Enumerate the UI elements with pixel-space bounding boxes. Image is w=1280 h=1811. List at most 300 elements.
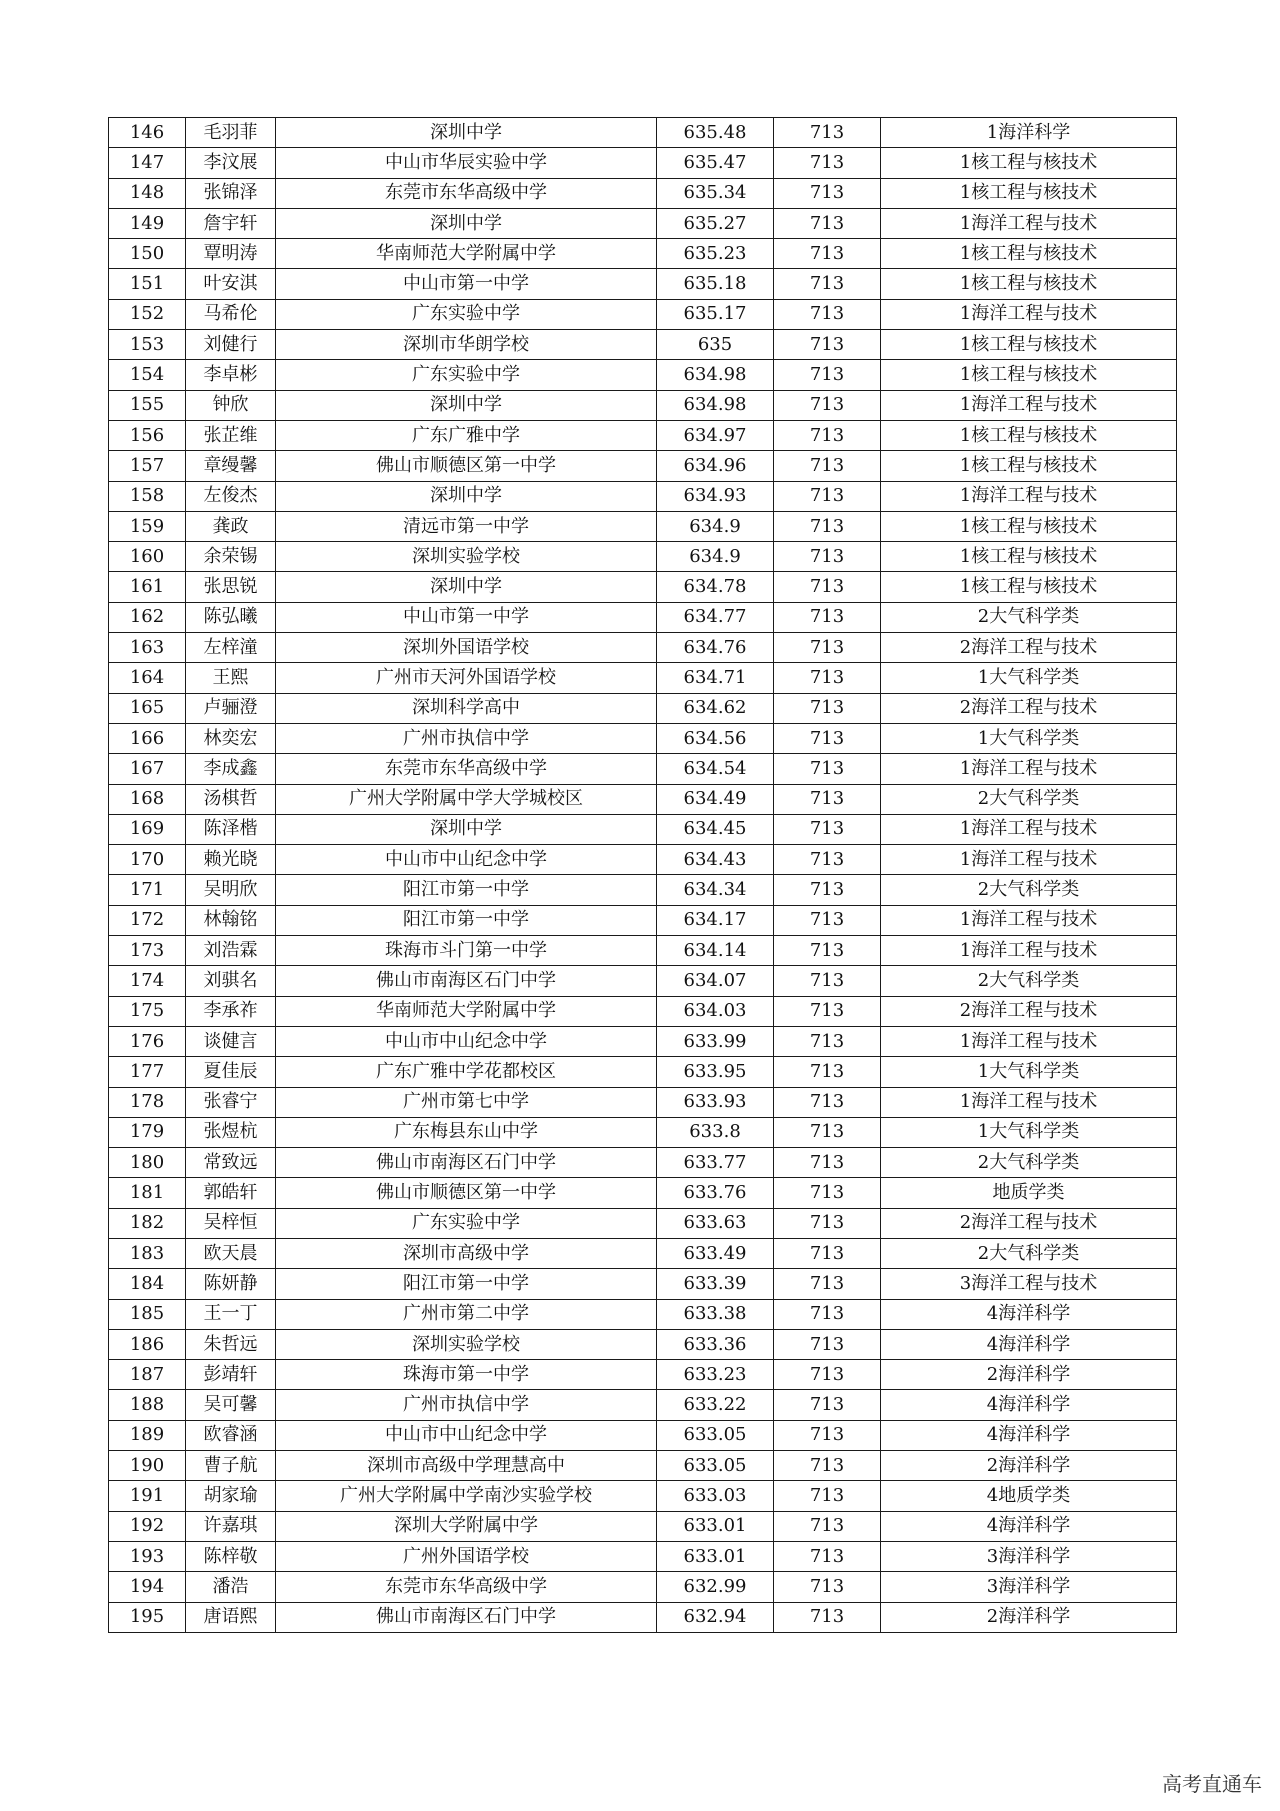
code-cell: 713 bbox=[774, 754, 881, 784]
rank-cell: 157 bbox=[109, 451, 186, 481]
table-row bbox=[109, 814, 1177, 844]
score-cell: 635.18 bbox=[657, 269, 774, 299]
school-cell: 深圳中学 bbox=[276, 118, 657, 148]
score-cell: 634.98 bbox=[657, 360, 774, 390]
score-cell: 635.23 bbox=[657, 239, 774, 269]
school-cell: 东莞市东华高级中学 bbox=[276, 178, 657, 208]
major-cell: 2海洋工程与技术 bbox=[881, 693, 1177, 723]
score-cell: 633.05 bbox=[657, 1420, 774, 1450]
student-name-cell: 叶安淇 bbox=[186, 269, 276, 299]
code-cell: 713 bbox=[774, 1269, 881, 1299]
student-name-cell: 吴梓恒 bbox=[186, 1208, 276, 1238]
rank-cell: 146 bbox=[109, 118, 186, 148]
table-row bbox=[109, 1238, 1177, 1268]
score-cell: 634.76 bbox=[657, 633, 774, 663]
code-cell: 713 bbox=[774, 1481, 881, 1511]
student-name-cell: 左梓潼 bbox=[186, 633, 276, 663]
rank-cell: 172 bbox=[109, 905, 186, 935]
major-cell: 2大气科学类 bbox=[881, 784, 1177, 814]
major-cell: 1海洋工程与技术 bbox=[881, 299, 1177, 329]
table-row bbox=[109, 1602, 1177, 1632]
student-name-cell: 卢骊澄 bbox=[186, 693, 276, 723]
score-cell: 634.14 bbox=[657, 936, 774, 966]
major-cell: 1海洋工程与技术 bbox=[881, 481, 1177, 511]
rank-cell: 166 bbox=[109, 723, 186, 753]
score-cell: 635.47 bbox=[657, 148, 774, 178]
rank-cell: 169 bbox=[109, 814, 186, 844]
code-cell: 713 bbox=[774, 360, 881, 390]
rank-cell: 191 bbox=[109, 1481, 186, 1511]
student-name-cell: 吴可馨 bbox=[186, 1390, 276, 1420]
rank-cell: 171 bbox=[109, 875, 186, 905]
student-name-cell: 李卓彬 bbox=[186, 360, 276, 390]
student-name-cell: 左俊杰 bbox=[186, 481, 276, 511]
major-cell: 1大气科学类 bbox=[881, 723, 1177, 753]
code-cell: 713 bbox=[774, 905, 881, 935]
rank-cell: 189 bbox=[109, 1420, 186, 1450]
student-name-cell: 刘浩霖 bbox=[186, 936, 276, 966]
code-cell: 713 bbox=[774, 1178, 881, 1208]
rank-cell: 184 bbox=[109, 1269, 186, 1299]
code-cell: 713 bbox=[774, 1360, 881, 1390]
student-name-cell: 王一丁 bbox=[186, 1299, 276, 1329]
major-cell: 2海洋科学 bbox=[881, 1451, 1177, 1481]
rank-cell: 152 bbox=[109, 299, 186, 329]
major-cell: 地质学类 bbox=[881, 1178, 1177, 1208]
rank-cell: 181 bbox=[109, 1178, 186, 1208]
code-cell: 713 bbox=[774, 1087, 881, 1117]
table-row bbox=[109, 330, 1177, 360]
score-cell: 635 bbox=[657, 330, 774, 360]
student-name-cell: 张煜杭 bbox=[186, 1117, 276, 1147]
score-cell: 634.07 bbox=[657, 966, 774, 996]
score-cell: 633.23 bbox=[657, 1360, 774, 1390]
student-name-cell: 龚政 bbox=[186, 511, 276, 541]
table-row bbox=[109, 905, 1177, 935]
rank-cell: 163 bbox=[109, 633, 186, 663]
score-cell: 632.99 bbox=[657, 1572, 774, 1602]
code-cell: 713 bbox=[774, 1451, 881, 1481]
school-cell: 广州外国语学校 bbox=[276, 1541, 657, 1571]
school-cell: 深圳外国语学校 bbox=[276, 633, 657, 663]
score-cell: 634.97 bbox=[657, 420, 774, 450]
rank-cell: 188 bbox=[109, 1390, 186, 1420]
school-cell: 华南师范大学附属中学 bbox=[276, 996, 657, 1026]
rank-cell: 161 bbox=[109, 572, 186, 602]
school-cell: 中山市第一中学 bbox=[276, 602, 657, 632]
student-name-cell: 赖光晓 bbox=[186, 845, 276, 875]
major-cell: 3海洋科学 bbox=[881, 1572, 1177, 1602]
major-cell: 1大气科学类 bbox=[881, 1057, 1177, 1087]
school-cell: 广州市天河外国语学校 bbox=[276, 663, 657, 693]
student-name-cell: 朱哲远 bbox=[186, 1329, 276, 1359]
student-name-cell: 张思锐 bbox=[186, 572, 276, 602]
table-row bbox=[109, 239, 1177, 269]
major-cell: 3海洋科学 bbox=[881, 1541, 1177, 1571]
rank-cell: 153 bbox=[109, 330, 186, 360]
rank-cell: 147 bbox=[109, 148, 186, 178]
table-row bbox=[109, 1451, 1177, 1481]
major-cell: 2海洋科学 bbox=[881, 1602, 1177, 1632]
code-cell: 713 bbox=[774, 299, 881, 329]
major-cell: 1海洋工程与技术 bbox=[881, 814, 1177, 844]
school-cell: 广州市执信中学 bbox=[276, 723, 657, 753]
code-cell: 713 bbox=[774, 602, 881, 632]
table-row bbox=[109, 936, 1177, 966]
table-row bbox=[109, 1087, 1177, 1117]
student-name-cell: 唐语熙 bbox=[186, 1602, 276, 1632]
major-cell: 4海洋科学 bbox=[881, 1511, 1177, 1541]
code-cell: 713 bbox=[774, 542, 881, 572]
table-row bbox=[109, 845, 1177, 875]
code-cell: 713 bbox=[774, 148, 881, 178]
table-row bbox=[109, 1420, 1177, 1450]
code-cell: 713 bbox=[774, 451, 881, 481]
rank-cell: 168 bbox=[109, 784, 186, 814]
table-row bbox=[109, 511, 1177, 541]
score-cell: 633.93 bbox=[657, 1087, 774, 1117]
code-cell: 713 bbox=[774, 663, 881, 693]
code-cell: 713 bbox=[774, 481, 881, 511]
table-row bbox=[109, 178, 1177, 208]
major-cell: 2海洋科学 bbox=[881, 1360, 1177, 1390]
score-cell: 634.78 bbox=[657, 572, 774, 602]
code-cell: 713 bbox=[774, 330, 881, 360]
school-cell: 中山市第一中学 bbox=[276, 269, 657, 299]
rank-cell: 176 bbox=[109, 1026, 186, 1056]
major-cell: 1核工程与核技术 bbox=[881, 269, 1177, 299]
school-cell: 中山市中山纪念中学 bbox=[276, 1420, 657, 1450]
school-cell: 广州大学附属中学南沙实验学校 bbox=[276, 1481, 657, 1511]
school-cell: 深圳中学 bbox=[276, 481, 657, 511]
school-cell: 深圳市华朗学校 bbox=[276, 330, 657, 360]
code-cell: 713 bbox=[774, 178, 881, 208]
major-cell: 1大气科学类 bbox=[881, 1117, 1177, 1147]
student-name-cell: 张锦泽 bbox=[186, 178, 276, 208]
school-cell: 深圳科学高中 bbox=[276, 693, 657, 723]
table-row bbox=[109, 148, 1177, 178]
code-cell: 713 bbox=[774, 936, 881, 966]
rank-cell: 192 bbox=[109, 1511, 186, 1541]
score-cell: 633.76 bbox=[657, 1178, 774, 1208]
code-cell: 713 bbox=[774, 693, 881, 723]
major-cell: 3海洋工程与技术 bbox=[881, 1269, 1177, 1299]
major-cell: 1海洋工程与技术 bbox=[881, 905, 1177, 935]
score-cell: 633.22 bbox=[657, 1390, 774, 1420]
school-cell: 深圳中学 bbox=[276, 208, 657, 238]
table-row bbox=[109, 875, 1177, 905]
school-cell: 深圳市高级中学 bbox=[276, 1238, 657, 1268]
score-cell: 635.48 bbox=[657, 118, 774, 148]
table-row bbox=[109, 420, 1177, 450]
table-row bbox=[109, 1390, 1177, 1420]
major-cell: 1核工程与核技术 bbox=[881, 420, 1177, 450]
major-cell: 4海洋科学 bbox=[881, 1299, 1177, 1329]
student-name-cell: 林翰铭 bbox=[186, 905, 276, 935]
table-row bbox=[109, 360, 1177, 390]
rank-cell: 154 bbox=[109, 360, 186, 390]
rank-cell: 159 bbox=[109, 511, 186, 541]
school-cell: 佛山市南海区石门中学 bbox=[276, 966, 657, 996]
code-cell: 713 bbox=[774, 814, 881, 844]
table-row bbox=[109, 1541, 1177, 1571]
code-cell: 713 bbox=[774, 1541, 881, 1571]
table-row bbox=[109, 572, 1177, 602]
table-row bbox=[109, 269, 1177, 299]
code-cell: 713 bbox=[774, 1148, 881, 1178]
rank-cell: 149 bbox=[109, 208, 186, 238]
student-name-cell: 李成鑫 bbox=[186, 754, 276, 784]
code-cell: 713 bbox=[774, 269, 881, 299]
student-name-cell: 章缦馨 bbox=[186, 451, 276, 481]
watermark: 高考直通车 bbox=[1162, 1772, 1262, 1796]
code-cell: 713 bbox=[774, 1299, 881, 1329]
major-cell: 4海洋科学 bbox=[881, 1390, 1177, 1420]
school-cell: 广东实验中学 bbox=[276, 299, 657, 329]
rank-cell: 158 bbox=[109, 481, 186, 511]
major-cell: 1海洋工程与技术 bbox=[881, 390, 1177, 420]
school-cell: 佛山市顺德区第一中学 bbox=[276, 451, 657, 481]
rank-cell: 165 bbox=[109, 693, 186, 723]
student-name-cell: 常致远 bbox=[186, 1148, 276, 1178]
score-cell: 633.03 bbox=[657, 1481, 774, 1511]
rank-cell: 167 bbox=[109, 754, 186, 784]
rank-cell: 194 bbox=[109, 1572, 186, 1602]
table-row bbox=[109, 1208, 1177, 1238]
code-cell: 713 bbox=[774, 875, 881, 905]
score-cell: 634.43 bbox=[657, 845, 774, 875]
school-cell: 深圳中学 bbox=[276, 814, 657, 844]
school-cell: 深圳大学附属中学 bbox=[276, 1511, 657, 1541]
score-cell: 634.62 bbox=[657, 693, 774, 723]
school-cell: 深圳实验学校 bbox=[276, 1329, 657, 1359]
major-cell: 1核工程与核技术 bbox=[881, 451, 1177, 481]
code-cell: 713 bbox=[774, 633, 881, 663]
student-name-cell: 胡家瑜 bbox=[186, 1481, 276, 1511]
code-cell: 713 bbox=[774, 1117, 881, 1147]
code-cell: 713 bbox=[774, 784, 881, 814]
table-row bbox=[109, 1178, 1177, 1208]
table-row bbox=[109, 451, 1177, 481]
score-cell: 633.49 bbox=[657, 1238, 774, 1268]
code-cell: 713 bbox=[774, 1572, 881, 1602]
major-cell: 1海洋工程与技术 bbox=[881, 754, 1177, 784]
code-cell: 713 bbox=[774, 1238, 881, 1268]
school-cell: 珠海市第一中学 bbox=[276, 1360, 657, 1390]
code-cell: 713 bbox=[774, 1420, 881, 1450]
table-row bbox=[109, 1269, 1177, 1299]
table-row bbox=[109, 996, 1177, 1026]
major-cell: 1核工程与核技术 bbox=[881, 148, 1177, 178]
table-row bbox=[109, 118, 1177, 148]
table-row bbox=[109, 1360, 1177, 1390]
student-name-cell: 彭靖轩 bbox=[186, 1360, 276, 1390]
rank-cell: 160 bbox=[109, 542, 186, 572]
school-cell: 广州大学附属中学大学城校区 bbox=[276, 784, 657, 814]
school-cell: 佛山市南海区石门中学 bbox=[276, 1148, 657, 1178]
student-name-cell: 夏佳辰 bbox=[186, 1057, 276, 1087]
rank-cell: 180 bbox=[109, 1148, 186, 1178]
ranking-table bbox=[108, 117, 1177, 1633]
code-cell: 713 bbox=[774, 420, 881, 450]
major-cell: 1核工程与核技术 bbox=[881, 511, 1177, 541]
major-cell: 2大气科学类 bbox=[881, 966, 1177, 996]
code-cell: 713 bbox=[774, 572, 881, 602]
table-row bbox=[109, 390, 1177, 420]
major-cell: 2大气科学类 bbox=[881, 875, 1177, 905]
major-cell: 4海洋科学 bbox=[881, 1420, 1177, 1450]
table-row bbox=[109, 1117, 1177, 1147]
major-cell: 2大气科学类 bbox=[881, 602, 1177, 632]
school-cell: 广州市执信中学 bbox=[276, 1390, 657, 1420]
score-cell: 633.38 bbox=[657, 1299, 774, 1329]
rank-cell: 174 bbox=[109, 966, 186, 996]
school-cell: 阳江市第一中学 bbox=[276, 875, 657, 905]
rank-cell: 175 bbox=[109, 996, 186, 1026]
major-cell: 2大气科学类 bbox=[881, 1238, 1177, 1268]
major-cell: 1核工程与核技术 bbox=[881, 178, 1177, 208]
school-cell: 广东广雅中学 bbox=[276, 420, 657, 450]
code-cell: 713 bbox=[774, 1390, 881, 1420]
score-cell: 633.39 bbox=[657, 1269, 774, 1299]
code-cell: 713 bbox=[774, 390, 881, 420]
table-row bbox=[109, 1026, 1177, 1056]
rank-cell: 148 bbox=[109, 178, 186, 208]
table-row bbox=[109, 633, 1177, 663]
code-cell: 713 bbox=[774, 966, 881, 996]
table-row bbox=[109, 602, 1177, 632]
school-cell: 深圳市高级中学理慧高中 bbox=[276, 1451, 657, 1481]
major-cell: 1海洋工程与技术 bbox=[881, 936, 1177, 966]
score-cell: 633.99 bbox=[657, 1026, 774, 1056]
major-cell: 2海洋工程与技术 bbox=[881, 996, 1177, 1026]
table-row bbox=[109, 481, 1177, 511]
score-cell: 633.8 bbox=[657, 1117, 774, 1147]
rank-cell: 187 bbox=[109, 1360, 186, 1390]
rank-cell: 164 bbox=[109, 663, 186, 693]
major-cell: 2大气科学类 bbox=[881, 1148, 1177, 1178]
major-cell: 1大气科学类 bbox=[881, 663, 1177, 693]
student-name-cell: 陈妍静 bbox=[186, 1269, 276, 1299]
student-name-cell: 刘骐名 bbox=[186, 966, 276, 996]
score-cell: 635.27 bbox=[657, 208, 774, 238]
score-cell: 633.01 bbox=[657, 1541, 774, 1571]
score-cell: 633.95 bbox=[657, 1057, 774, 1087]
school-cell: 深圳中学 bbox=[276, 390, 657, 420]
rank-cell: 155 bbox=[109, 390, 186, 420]
rank-cell: 173 bbox=[109, 936, 186, 966]
code-cell: 713 bbox=[774, 239, 881, 269]
score-cell: 634.9 bbox=[657, 511, 774, 541]
table-row bbox=[109, 723, 1177, 753]
major-cell: 1核工程与核技术 bbox=[881, 330, 1177, 360]
student-name-cell: 欧天晨 bbox=[186, 1238, 276, 1268]
score-cell: 634.93 bbox=[657, 481, 774, 511]
major-cell: 1核工程与核技术 bbox=[881, 239, 1177, 269]
table-row bbox=[109, 1511, 1177, 1541]
major-cell: 1核工程与核技术 bbox=[881, 360, 1177, 390]
ranking-table-body bbox=[109, 118, 1177, 1633]
rank-cell: 182 bbox=[109, 1208, 186, 1238]
student-name-cell: 王熙 bbox=[186, 663, 276, 693]
major-cell: 4海洋科学 bbox=[881, 1329, 1177, 1359]
major-cell: 2海洋工程与技术 bbox=[881, 1208, 1177, 1238]
major-cell: 1核工程与核技术 bbox=[881, 542, 1177, 572]
student-name-cell: 张芷维 bbox=[186, 420, 276, 450]
student-name-cell: 陈梓敬 bbox=[186, 1541, 276, 1571]
school-cell: 深圳实验学校 bbox=[276, 542, 657, 572]
table-row bbox=[109, 1481, 1177, 1511]
code-cell: 713 bbox=[774, 118, 881, 148]
rank-cell: 178 bbox=[109, 1087, 186, 1117]
table-row bbox=[109, 208, 1177, 238]
table-row bbox=[109, 966, 1177, 996]
rank-cell: 183 bbox=[109, 1238, 186, 1268]
school-cell: 广东广雅中学花都校区 bbox=[276, 1057, 657, 1087]
code-cell: 713 bbox=[774, 1602, 881, 1632]
score-cell: 634.77 bbox=[657, 602, 774, 632]
student-name-cell: 覃明涛 bbox=[186, 239, 276, 269]
code-cell: 713 bbox=[774, 1026, 881, 1056]
score-cell: 633.63 bbox=[657, 1208, 774, 1238]
school-cell: 广州市第二中学 bbox=[276, 1299, 657, 1329]
school-cell: 深圳中学 bbox=[276, 572, 657, 602]
code-cell: 713 bbox=[774, 996, 881, 1026]
rank-cell: 150 bbox=[109, 239, 186, 269]
student-name-cell: 谈健言 bbox=[186, 1026, 276, 1056]
code-cell: 713 bbox=[774, 511, 881, 541]
school-cell: 广东实验中学 bbox=[276, 1208, 657, 1238]
student-name-cell: 吴明欣 bbox=[186, 875, 276, 905]
score-cell: 635.17 bbox=[657, 299, 774, 329]
code-cell: 713 bbox=[774, 1329, 881, 1359]
score-cell: 634.45 bbox=[657, 814, 774, 844]
student-name-cell: 余荣锡 bbox=[186, 542, 276, 572]
score-cell: 635.34 bbox=[657, 178, 774, 208]
score-cell: 634.71 bbox=[657, 663, 774, 693]
school-cell: 佛山市顺德区第一中学 bbox=[276, 1178, 657, 1208]
code-cell: 713 bbox=[774, 1511, 881, 1541]
score-cell: 634.9 bbox=[657, 542, 774, 572]
rank-cell: 190 bbox=[109, 1451, 186, 1481]
score-cell: 634.49 bbox=[657, 784, 774, 814]
table-row bbox=[109, 784, 1177, 814]
table-row bbox=[109, 299, 1177, 329]
table-row bbox=[109, 663, 1177, 693]
student-name-cell: 曹子航 bbox=[186, 1451, 276, 1481]
score-cell: 633.77 bbox=[657, 1148, 774, 1178]
score-cell: 632.94 bbox=[657, 1602, 774, 1632]
school-cell: 中山市华辰实验中学 bbox=[276, 148, 657, 178]
rank-cell: 151 bbox=[109, 269, 186, 299]
rank-cell: 179 bbox=[109, 1117, 186, 1147]
score-cell: 634.96 bbox=[657, 451, 774, 481]
score-cell: 633.36 bbox=[657, 1329, 774, 1359]
school-cell: 佛山市南海区石门中学 bbox=[276, 1602, 657, 1632]
major-cell: 1核工程与核技术 bbox=[881, 572, 1177, 602]
score-cell: 634.17 bbox=[657, 905, 774, 935]
table-row bbox=[109, 542, 1177, 572]
score-cell: 634.54 bbox=[657, 754, 774, 784]
table-row bbox=[109, 1329, 1177, 1359]
rank-cell: 195 bbox=[109, 1602, 186, 1632]
student-name-cell: 刘健行 bbox=[186, 330, 276, 360]
rank-cell: 193 bbox=[109, 1541, 186, 1571]
school-cell: 广东实验中学 bbox=[276, 360, 657, 390]
school-cell: 广东梅县东山中学 bbox=[276, 1117, 657, 1147]
score-cell: 634.34 bbox=[657, 875, 774, 905]
score-cell: 633.05 bbox=[657, 1451, 774, 1481]
